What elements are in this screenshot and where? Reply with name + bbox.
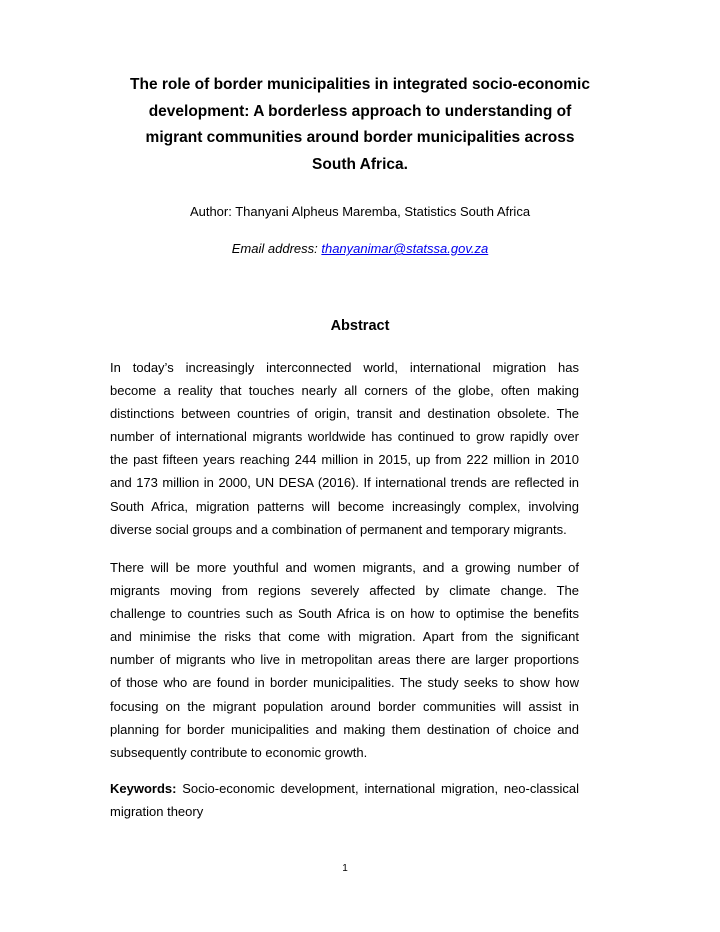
paragraph-line: challenge to countries such as South Africa is on how to optimise the benefits bbox=[110, 606, 579, 622]
keywords-line: migration theory bbox=[110, 804, 204, 820]
paragraph-line: and minimise the risks that come with migration. Apart from the significant bbox=[110, 629, 579, 645]
keywords-label: Keywords: bbox=[110, 781, 177, 796]
paragraph-line: number of migrants who live in metropolitan areas there are larger proportions bbox=[110, 652, 579, 668]
author-line: Author: Thanyani Alpheus Maremba, Statistics South Africa bbox=[189, 204, 531, 219]
paragraph-line: of those who are found in border municipalities. The study seeks to show how bbox=[110, 675, 579, 691]
email-line bbox=[90, 240, 630, 258]
abstract-heading: Abstract bbox=[330, 318, 390, 334]
paragraph-line: the past fifteen years reaching 244 million in 2015, up from 222 million in 2010 bbox=[110, 452, 579, 468]
paragraph-line: planning for border municipalities and making them destination of choice and bbox=[110, 721, 579, 737]
paragraph-line: number of international migrants worldwide has continued to grow rapidly over bbox=[110, 429, 579, 445]
abstract-paragraph-2 bbox=[110, 556, 579, 764]
paper-title bbox=[90, 72, 630, 178]
abstract-paragraph-1 bbox=[110, 356, 579, 541]
paragraph-line: migrants moving from regions severely affected by climate change. The bbox=[110, 583, 579, 599]
paragraph-line: There will be more youthful and women migrants, and a growing number of bbox=[110, 560, 579, 575]
title-line: development: A borderless approach to understanding of bbox=[148, 102, 572, 120]
keywords-text: Socio-economic development, international migration, neo-classical bbox=[176, 781, 579, 796]
keywords-line bbox=[110, 777, 579, 800]
title-line: The role of border municipalities in integrated socio-economic bbox=[130, 76, 590, 93]
title-line: South Africa. bbox=[312, 155, 408, 173]
paragraph-line: In today’s increasingly interconnected world, international migration has bbox=[110, 360, 579, 375]
page-number: 1 bbox=[342, 863, 348, 874]
paragraph-line: distinctions between countries of origin, transit and destination obsolete. The bbox=[110, 406, 579, 422]
paragraph-line: and 173 million in 2000, UN DESA (2016). If international trends are reflected in bbox=[110, 475, 579, 491]
keywords-paragraph bbox=[110, 777, 579, 823]
email-label: Email address: bbox=[231, 241, 322, 256]
paragraph-line: diverse social groups and a combination of permanent and temporary migrants. bbox=[110, 521, 567, 537]
email-link[interactable]: thanyanimar@statssa.gov.za bbox=[321, 241, 489, 256]
paragraph-line: subsequently contribute to economic growth. bbox=[110, 744, 368, 760]
title-line: migrant communities around border municipalities across bbox=[145, 129, 575, 146]
paragraph-line: become a reality that touches nearly all corners of the globe, often making bbox=[110, 383, 579, 399]
paragraph-line: South Africa, migration patterns will become increasingly complex, involving bbox=[110, 498, 579, 514]
paragraph-line: focusing on the migrant population around border communities will assist in bbox=[110, 698, 579, 714]
